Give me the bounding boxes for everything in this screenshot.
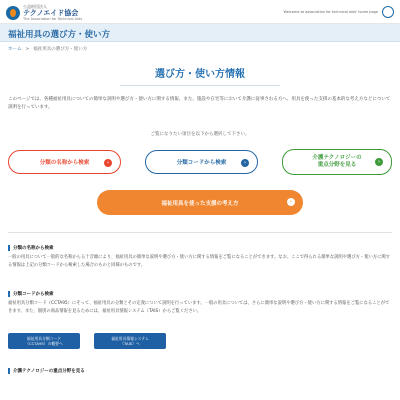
care-tech-button[interactable] (282, 149, 392, 175)
breadcrumb-separator: > (25, 47, 30, 52)
section-heading (8, 245, 392, 251)
globe-icon[interactable] (382, 6, 394, 18)
section-title: 分類コードから検索 (13, 292, 54, 297)
support-approach-button[interactable] (97, 190, 303, 215)
search-by-name-label: 分類の名称から検索 (39, 160, 90, 166)
page-title: 福祉用具の選び方・使い方 (8, 30, 111, 40)
section-text: 一般の用具について一般的な名称から五十音順により、福祉用具の簡単な説明や選び方・使い方に関する情報をご覧になることができます。なお、ここで得られる簡単な説明や選び方・使い方に関する情報は上記の分類コードから検索した場合のものと同様のものです。 (8, 255, 390, 268)
search-by-code-label: 分類コードから検索 (176, 160, 227, 166)
ccta95-link-button[interactable]: 福祉用具分類コード （CCTA95）の概要へ (8, 333, 80, 349)
logo-text (23, 4, 82, 21)
intro-text: このページでは、各種福祉用具についての簡単な説明や選び方・使い方に関する情報、また、施設や在宅等において介護に従事される方へ、用具を使った支援の基本的な考え方などについて説明を行っています。 (8, 97, 391, 110)
chevron-right-icon: › (287, 198, 295, 206)
instruction-text: ご覧になりたい項目を以下から選択して下さい。 (150, 132, 250, 137)
search-by-code-button[interactable] (145, 150, 258, 174)
header-right (284, 6, 395, 18)
section-search-by-name (8, 245, 392, 269)
section-search-by-code (8, 291, 392, 315)
welcome-text: Welcome to association for technical aids' home page (283, 10, 378, 14)
title-underline (120, 85, 280, 86)
logo-org-name: テクノエイド協会 (23, 9, 79, 17)
main-title: 選び方・使い方情報 (155, 69, 245, 80)
section-title: 介護テクノロジーの重点分野を見る (13, 369, 85, 374)
site-header (0, 0, 400, 24)
heading-bar (8, 368, 10, 374)
page-title-bar (0, 24, 400, 42)
section-heading (8, 368, 392, 374)
section-care-tech (8, 368, 392, 374)
section-text: 福祉用具分類コード（CCTA95）にそって、福祉用具の分類とその定義について説明を行っています。一般の用具については、さらに簡単な説明や選び方・使い方に関する情報をご覧になることができます。また、個別の商品情報を見るためには、福祉用具情報システム（TAIS）からご覧ください。 (8, 301, 390, 314)
logo-org-en: The Association for Technical Aids (23, 17, 83, 21)
care-tech-label: 介護テクノロジーの 重点分野を見る (312, 155, 362, 168)
chevron-right-icon: › (104, 159, 112, 167)
logo-org-small: 公益財団法人 (23, 4, 47, 9)
section-divider (8, 232, 392, 233)
logo-mark-icon (6, 6, 20, 20)
section-title: 分類の名称から検索 (13, 246, 54, 251)
tais-link-button[interactable]: 福祉用具情報システム （TAIS）へ (94, 333, 166, 349)
chevron-right-icon: › (241, 159, 249, 167)
breadcrumb-current: 福祉用具の選び方・使い方 (33, 47, 88, 52)
heading-bar (8, 291, 10, 297)
section-heading (8, 291, 392, 297)
site-logo[interactable] (6, 4, 82, 21)
breadcrumb (8, 46, 87, 52)
breadcrumb-home[interactable]: ホーム (8, 47, 22, 52)
heading-bar (8, 245, 10, 251)
search-by-name-button[interactable] (8, 150, 121, 174)
chevron-right-icon: › (375, 158, 383, 166)
support-approach-label: 福祉用具を使った支援の考え方 (161, 200, 239, 207)
